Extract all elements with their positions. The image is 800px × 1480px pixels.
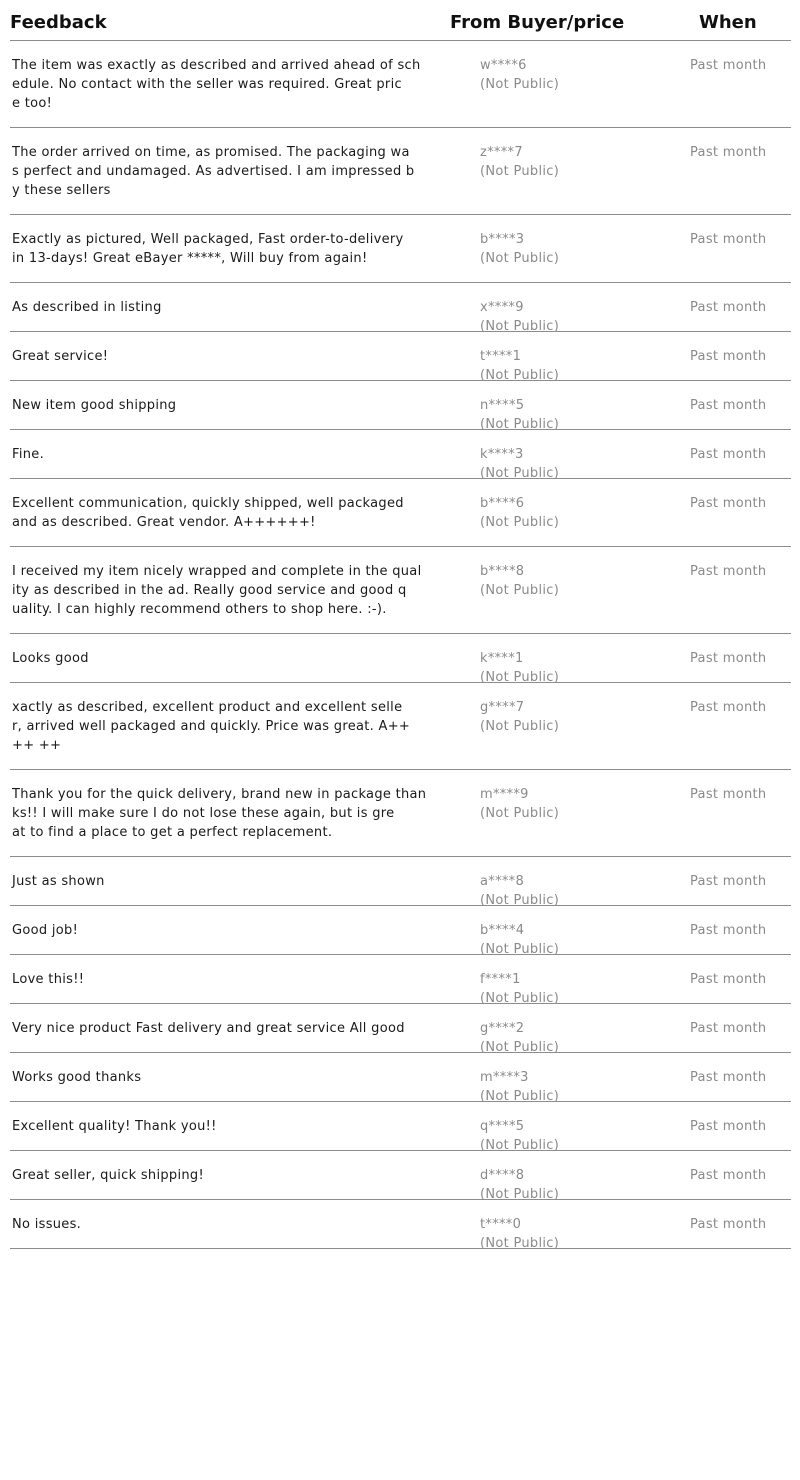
buyer-privacy-note: (Not Public) <box>480 670 560 685</box>
feedback-row <box>10 1004 791 1053</box>
feedback-comment: Very nice product Fast delivery and great service All good <box>12 1021 405 1036</box>
feedback-comment: The item was exactly as described and arrived ahead of sch edule. No contact with the seller was required. Great pric e too! <box>12 58 421 111</box>
buyer-info <box>480 230 559 268</box>
when-column-header: When <box>699 12 757 33</box>
feedback-row <box>10 634 791 683</box>
feedback-date: Past month <box>690 1119 767 1134</box>
feedback-date: Past month <box>690 447 767 462</box>
buyer-name: k****3 <box>480 447 524 462</box>
feedback-comment: Fine. <box>12 447 45 462</box>
feedback-comment: Excellent communication, quickly shipped, well packaged and as described. Great vendor. A++++++! <box>12 496 404 530</box>
buyer-privacy-note: (Not Public) <box>480 1138 560 1153</box>
feedback-row <box>10 955 791 1004</box>
feedback-date: Past month <box>690 349 767 364</box>
buyer-name: b****6 <box>480 496 525 511</box>
feedback-comment: Looks good <box>12 651 89 666</box>
buyer-info <box>480 56 559 94</box>
buyer-name: n****5 <box>480 398 525 413</box>
buyer-privacy-note: (Not Public) <box>480 583 560 598</box>
feedback-row <box>10 283 791 332</box>
feedback-row <box>10 479 791 547</box>
feedback-row <box>10 770 791 857</box>
buyer-info <box>480 649 559 687</box>
feedback-comment: xactly as described, excellent product and excellent selle r, arrived well packaged and quickly. Price was great. A++ ++ ++ <box>12 700 411 753</box>
feedback-row <box>10 1200 791 1249</box>
buyer-info <box>480 1166 559 1204</box>
buyer-name: q****5 <box>480 1119 525 1134</box>
buyer-name: d****8 <box>480 1168 525 1183</box>
feedback-row <box>10 215 791 283</box>
feedback-date: Past month <box>690 1217 767 1232</box>
feedback-date: Past month <box>690 874 767 889</box>
feedback-date: Past month <box>690 700 767 715</box>
buyer-name: t****0 <box>480 1217 522 1232</box>
buyer-privacy-note: (Not Public) <box>480 991 560 1006</box>
buyer-privacy-note: (Not Public) <box>480 515 560 530</box>
feedback-date: Past month <box>690 1070 767 1085</box>
buyer-name: x****9 <box>480 300 524 315</box>
feedback-date: Past month <box>690 564 767 579</box>
feedback-row <box>10 332 791 381</box>
buyer-name: b****4 <box>480 923 525 938</box>
buyer-info <box>480 921 559 959</box>
feedback-date: Past month <box>690 1021 767 1036</box>
buyer-privacy-note: (Not Public) <box>480 1040 560 1055</box>
feedback-date: Past month <box>690 972 767 987</box>
feedback-date: Past month <box>690 923 767 938</box>
feedback-comment: I received my item nicely wrapped and complete in the qual ity as described in the ad. Really good service and good q uality. I can highly recommend others to shop here. :-). <box>12 564 422 617</box>
buyer-privacy-note: (Not Public) <box>480 466 560 481</box>
buyer-info <box>480 785 559 823</box>
feedback-date: Past month <box>690 398 767 413</box>
buyer-privacy-note: (Not Public) <box>480 806 560 821</box>
buyer-name: b****8 <box>480 564 525 579</box>
feedback-row <box>10 683 791 770</box>
buyer-info <box>480 298 559 336</box>
feedback-date: Past month <box>690 232 767 247</box>
feedback-comment: The order arrived on time, as promised. The packaging wa s perfect and undamaged. As advertised. I am impressed b y these sellers <box>12 145 415 198</box>
buyer-info <box>480 698 559 736</box>
feedback-comment: Great service! <box>12 349 109 364</box>
feedback-date: Past month <box>690 496 767 511</box>
buyer-name: b****3 <box>480 232 525 247</box>
feedback-row <box>10 1053 791 1102</box>
feedback-row <box>10 906 791 955</box>
buyer-name: g****2 <box>480 1021 525 1036</box>
buyer-name: m****9 <box>480 787 529 802</box>
buyer-privacy-note: (Not Public) <box>480 1187 560 1202</box>
feedback-comment: Thank you for the quick delivery, brand new in package than ks!! I will make sure I do not lose these again, but is gre at to find a place to get a perfect replacement. <box>12 787 427 840</box>
buyer-info <box>480 562 559 600</box>
buyer-privacy-note: (Not Public) <box>480 164 560 179</box>
buyer-info <box>480 1215 559 1253</box>
feedback-comment: As described in listing <box>12 300 162 315</box>
feedback-date: Past month <box>690 651 767 666</box>
feedback-comment: New item good shipping <box>12 398 177 413</box>
buyer-name: m****3 <box>480 1070 529 1085</box>
buyer-privacy-note: (Not Public) <box>480 1089 560 1104</box>
buyer-info <box>480 445 559 483</box>
buyer-info <box>480 1068 559 1106</box>
buyer-info <box>480 1117 559 1155</box>
feedback-table-header <box>10 0 791 41</box>
buyer-privacy-note: (Not Public) <box>480 942 560 957</box>
buyer-info <box>480 970 559 1008</box>
buyer-name: t****1 <box>480 349 522 364</box>
feedback-row <box>10 1102 791 1151</box>
feedback-date: Past month <box>690 145 767 160</box>
feedback-row <box>10 547 791 634</box>
buyer-name: k****1 <box>480 651 524 666</box>
buyer-info <box>480 396 559 434</box>
from-buyer-column-header: From Buyer/price <box>450 12 625 33</box>
feedback-date: Past month <box>690 1168 767 1183</box>
buyer-name: f****1 <box>480 972 521 987</box>
buyer-info <box>480 872 559 910</box>
feedback-comment: No issues. <box>12 1217 82 1232</box>
feedback-comment: Love this!! <box>12 972 85 987</box>
buyer-info <box>480 1019 559 1057</box>
buyer-privacy-note: (Not Public) <box>480 251 560 266</box>
feedback-comment: Works good thanks <box>12 1070 142 1085</box>
buyer-name: a****8 <box>480 874 525 889</box>
feedback-column-header: Feedback <box>10 12 107 33</box>
buyer-privacy-note: (Not Public) <box>480 719 560 734</box>
buyer-privacy-note: (Not Public) <box>480 417 560 432</box>
buyer-privacy-note: (Not Public) <box>480 893 560 908</box>
feedback-row <box>10 430 791 479</box>
feedback-comment: Great seller, quick shipping! <box>12 1168 204 1183</box>
feedback-comment: Excellent quality! Thank you!! <box>12 1119 217 1134</box>
feedback-list <box>10 41 791 1249</box>
buyer-info <box>480 494 559 532</box>
feedback-row <box>10 128 791 215</box>
feedback-row <box>10 381 791 430</box>
feedback-comment: Just as shown <box>12 874 105 889</box>
buyer-info <box>480 347 559 385</box>
feedback-row <box>10 41 791 128</box>
buyer-name: w****6 <box>480 58 527 73</box>
feedback-date: Past month <box>690 300 767 315</box>
feedback-date: Past month <box>690 787 767 802</box>
buyer-info <box>480 143 559 181</box>
buyer-privacy-note: (Not Public) <box>480 1236 560 1251</box>
feedback-date: Past month <box>690 58 767 73</box>
buyer-name: z****7 <box>480 145 523 160</box>
buyer-name: g****7 <box>480 700 525 715</box>
feedback-comment: Exactly as pictured, Well packaged, Fast order-to-delivery in 13-days! Great eBayer *****, Will buy from again! <box>12 232 404 266</box>
buyer-privacy-note: (Not Public) <box>480 77 560 92</box>
feedback-row <box>10 1151 791 1200</box>
feedback-comment: Good job! <box>12 923 79 938</box>
buyer-privacy-note: (Not Public) <box>480 319 560 334</box>
feedback-row <box>10 857 791 906</box>
buyer-privacy-note: (Not Public) <box>480 368 560 383</box>
